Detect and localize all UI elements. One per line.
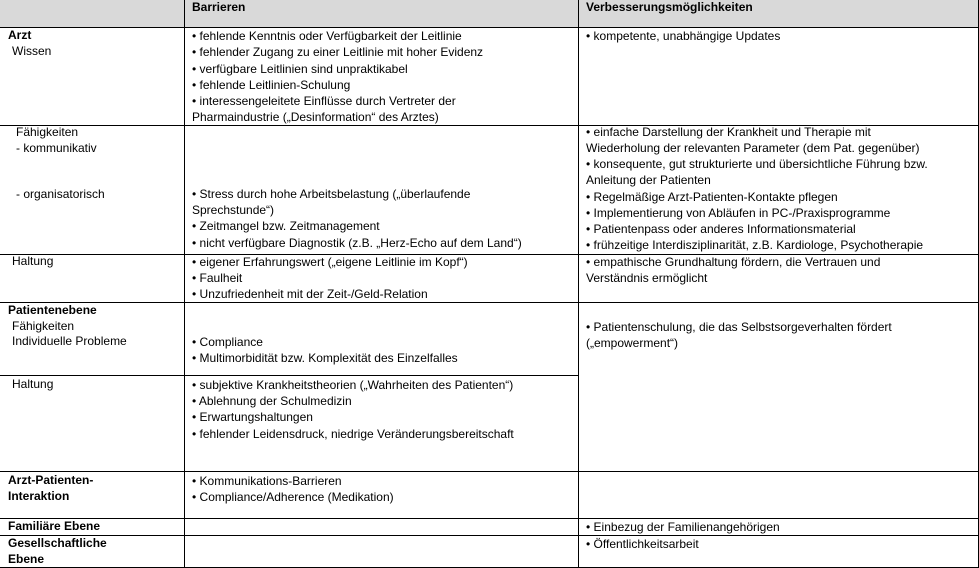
- label-interaktion-1: Arzt-Patienten-: [8, 473, 94, 487]
- label-faehigkeiten: Fähigkeiten: [12, 319, 75, 333]
- list-item: • Zeitmangel bzw. Zeitmanagement: [192, 219, 380, 233]
- list-item: • Multimorbidität bzw. Komplexität des Einzelfalles: [192, 351, 458, 365]
- list-item: • empathische Grundhaltung fördern, die Vertrauen und: [586, 255, 881, 269]
- label-faehigkeiten: Fähigkeiten: [16, 125, 79, 139]
- list-item: • Patientenpass oder anderes Informationsmaterial: [586, 222, 856, 236]
- label-familiaere-ebene: Familiäre Ebene: [8, 519, 101, 533]
- label-kommunikativ: - kommunikativ: [16, 141, 97, 155]
- list-item: • einfache Darstellung der Krankheit und Therapie mit: [586, 125, 871, 139]
- list-item: • Implementierung von Abläufen in PC-/Praxisprogramme: [586, 206, 891, 220]
- list-item: • Kommunikations-Barrieren: [192, 474, 342, 488]
- label-wissen: Wissen: [12, 44, 52, 58]
- header-barrieren: Barrieren: [192, 0, 246, 14]
- list-item-continuation: Pharmaindustrie („Desinformation“ des Arztes): [192, 110, 439, 124]
- list-item-continuation: Sprechstunde“): [192, 203, 275, 217]
- label-haltung: Haltung: [12, 254, 54, 268]
- list-item: • konsequente, gut strukturierte und übersichtliche Führung bzw.: [586, 157, 928, 171]
- list-item: • interessengeleitete Einflüsse durch Vertreter der: [192, 94, 456, 108]
- label-individuelle-probleme: Individuelle Probleme: [12, 334, 127, 348]
- label-patientenebene: Patientenebene: [8, 303, 97, 317]
- column-divider: [184, 0, 185, 568]
- label-interaktion-2: Interaktion: [8, 489, 70, 503]
- list-item-continuation: („empowerment“): [586, 336, 679, 350]
- list-item: • Ablehnung der Schulmedizin: [192, 394, 352, 408]
- column-divider: [578, 0, 579, 568]
- list-item: • verfügbare Leitlinien sind unpraktikabel: [192, 62, 408, 76]
- list-item: • frühzeitige Interdisziplinarität, z.B. Kardiologe, Psychotherapie: [586, 238, 924, 252]
- label-arzt: Arzt: [8, 28, 32, 42]
- label-organisatorisch: - organisatorisch: [16, 187, 105, 201]
- list-item: • Öffentlichkeitsarbeit: [586, 537, 699, 551]
- list-item: • Stress durch hohe Arbeitsbelastung („überlaufende: [192, 187, 471, 201]
- list-item: • Patientenschulung, die das Selbstsorgeverhalten fördert: [586, 320, 892, 334]
- list-item: • Faulheit: [192, 271, 243, 285]
- list-item: • Regelmäßige Arzt-Patienten-Kontakte pflegen: [586, 190, 838, 204]
- table-header-row: [0, 0, 979, 27]
- list-item: • Erwartungshaltungen: [192, 410, 313, 424]
- row-divider: [0, 518, 979, 519]
- label-gesellschaft-1: Gesellschaftliche: [8, 536, 107, 550]
- row-divider: [0, 302, 979, 303]
- list-item: • fehlende Kenntnis oder Verfügbarkeit der Leitlinie: [192, 29, 462, 43]
- row-divider: [0, 375, 578, 376]
- list-item: • Einbezug der Familienangehörigen: [586, 520, 780, 534]
- list-item: • fehlender Leidensdruck, niedrige Veränderungsbereitschaft: [192, 427, 514, 441]
- list-item: • subjektive Krankheitstheorien („Wahrheiten des Patienten“): [192, 378, 514, 392]
- row-divider: [0, 535, 979, 536]
- list-item: • fehlender Zugang zu einer Leitlinie mit hoher Evidenz: [192, 45, 484, 59]
- list-item-continuation: Wiederholung der relevanten Parameter (dem Pat. gegenüber): [586, 141, 920, 155]
- label-haltung: Haltung: [12, 377, 54, 391]
- row-divider: [0, 471, 979, 472]
- list-item: • fehlende Leitlinien-Schulung: [192, 78, 351, 92]
- list-item: • Unzufriedenheit mit der Zeit-/Geld-Relation: [192, 287, 428, 301]
- row-divider: [0, 27, 979, 28]
- list-item: • kompetente, unabhängige Updates: [586, 29, 781, 43]
- list-item-continuation: Anleitung der Patienten: [586, 173, 711, 187]
- header-verbesserung: Verbesserungsmöglichkeiten: [586, 0, 753, 14]
- label-gesellschaft-2: Ebene: [8, 552, 45, 566]
- list-item: • nicht verfügbare Diagnostik (z.B. „Herz-Echo auf dem Land“): [192, 236, 522, 250]
- list-item-continuation: Verständnis ermöglicht: [586, 271, 708, 285]
- list-item: • Compliance: [192, 335, 263, 349]
- list-item: • Compliance/Adherence (Medikation): [192, 490, 394, 504]
- list-item: • eigener Erfahrungswert („eigene Leitlinie im Kopf“): [192, 255, 468, 269]
